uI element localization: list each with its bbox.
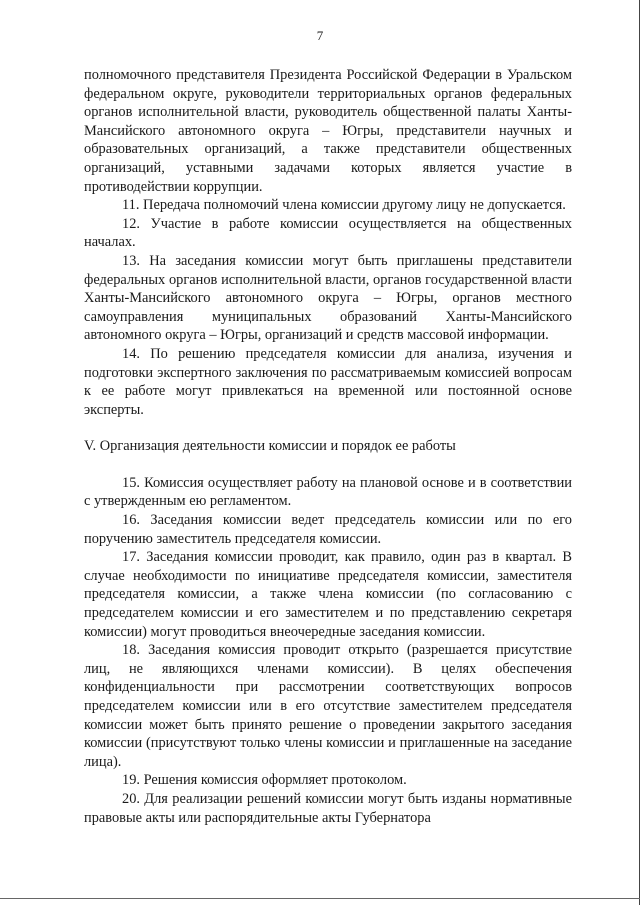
- paragraph-12: 12. Участие в работе комиссии осуществляется на общественных началах.: [84, 215, 572, 251]
- paragraph-11: 11. Передача полномочий члена комиссии другому лицу не допускается.: [122, 197, 566, 214]
- paragraph-19: 19. Решения комиссия оформляет протоколом.: [122, 772, 407, 789]
- paragraph-16: 16. Заседания комиссии ведет председатель комиссии или по его поручению заместитель председателя комиссии.: [84, 512, 572, 547]
- page-number: 7: [316, 28, 324, 43]
- paragraph-13: 13. На заседания комиссии могут быть приглашены представители федеральных органов исполнительной власти, органов государственной власти Ханты-Мансийского автономного округа – Югры, органов местного самоуправления муниципальных образований Ханты-Мансийского автономного округа – Югры, организаций и средств массовой информации.: [84, 252, 572, 344]
- paragraph-continuation: полномочного представителя Президента Российской Федерации в Уральском федеральном округе, руководители территориальных органов федеральных органов исполнительной власти, руководитель общественной палаты Ханты-Мансийского автономного округа – Югры, представители научных и образовательных организаций, а также представители общественных организаций, уставными задачами которых является участие в противодействии коррупции.: [84, 67, 572, 195]
- paragraph-18: 18. Заседания комиссия проводит открыто (разрешается присутствие лиц, не являющихся членами комиссии). В целях обеспечения конфиденциальности при рассмотрении соответствующих вопросов председателем комиссии или в его отсутствие заместителем председателя комиссии может быть принято решение о проведении закрытого заседания комиссии (присутствуют только члены комиссии и приглашенные на заседание лица).: [84, 642, 572, 770]
- paragraph-15: 15. Комиссия осуществляет работу на плановой основе и в соответствии с утвержденным ею регламентом.: [84, 474, 572, 510]
- paragraph-14: 14. По решению председателя комиссии для анализа, изучения и подготовки экспертного заключения по рассматриваемым комиссией вопросам к ее работе могут привлекаться на временной или постоянной основе эксперты.: [84, 345, 572, 418]
- section-heading: V. Организация деятельности комиссии и порядок ее работы: [84, 438, 456, 455]
- paragraph-17: 17. Заседания комиссии проводит, как правило, один раз в квартал. В случае необходимости по инициативе председателя комиссии, заместителя председателя комиссии, а также члена комиссии (по согласованию с председателем комиссии и его заместителем и по представлению секретаря комиссии) могут проводиться внеочередные заседания комиссии.: [84, 549, 572, 640]
- scan-bottom-line: [0, 898, 640, 899]
- paragraph-20: 20. Для реализации решений комиссии могут быть изданы нормативные правовые акты или распорядительные акты Губернатора: [84, 790, 572, 826]
- document-body: [84, 66, 572, 827]
